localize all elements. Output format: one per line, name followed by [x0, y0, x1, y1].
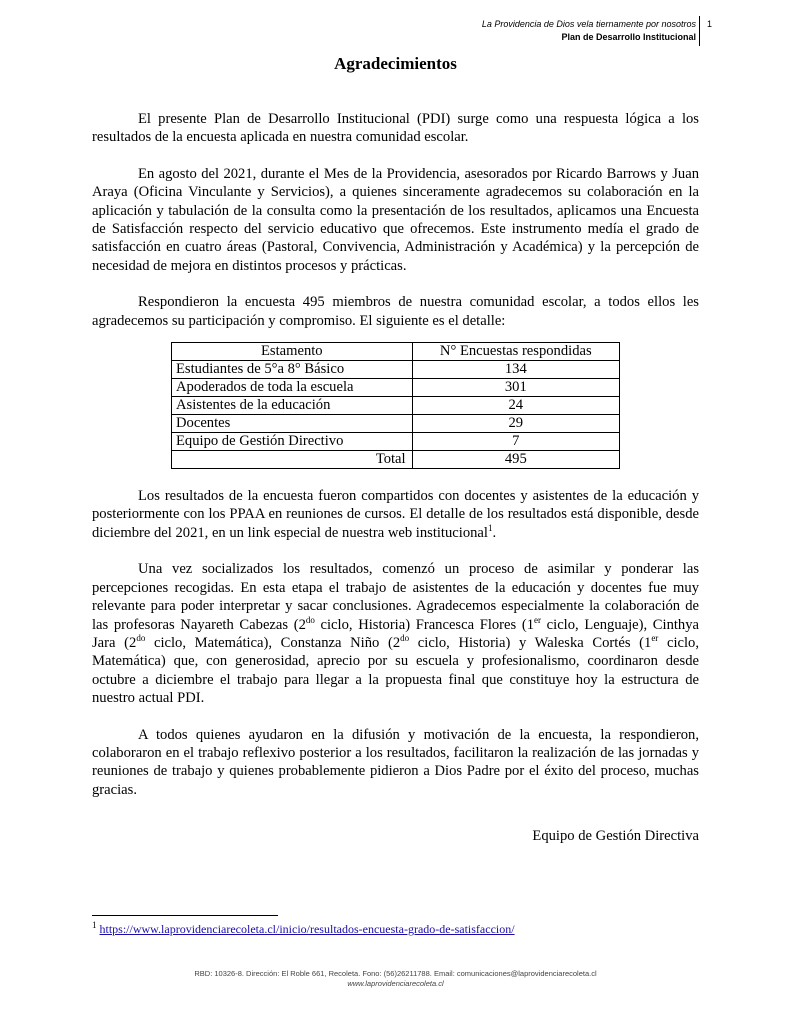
- footnote-link[interactable]: https://www.laprovidenciarecoleta.cl/inicio/resultados-encuesta-grado-de-satisfaccion/: [99, 922, 515, 936]
- row-value: 29: [412, 415, 619, 433]
- footer-contact: RBD: 10326-8. Dirección: El Roble 661, Recoleta. Fono: (56)26211788. Email: comunicaciones@laprovidenciarecoleta.cl: [194, 969, 597, 978]
- paragraph-results-text: Los resultados de la encuesta fueron compartidos con docentes y asistentes de la educación y posteriormente con los PPAA en reuniones de cursos. El detalle de los resultados está disponible, desde diciembre del 2021, en un link especial de nuestra web institucional: [92, 488, 699, 541]
- total-label: Total: [172, 451, 413, 469]
- table-row: [172, 433, 620, 451]
- page-title: Agradecimientos: [334, 54, 457, 73]
- footnote-divider: [92, 915, 278, 916]
- text-segment: ciclo, Matemática), Constanza Niño (2: [145, 634, 401, 651]
- row-label: Asistentes de la educación: [172, 397, 413, 415]
- table-header-row: [172, 343, 620, 361]
- document-body: [92, 110, 699, 846]
- paragraph-thanks: A todos quienes ayudaron en la difusión y motivación de la encuesta, la respondieron, colaboraron en el trabajo reflexivo posterior a los resultados, facilitaron la realización de las jornadas y reuniones de trabajo y quienes probablemente pidieron a Dios Padre por el éxito del proceso, muchas gracias.: [92, 726, 699, 798]
- ordinal-sup: do: [305, 614, 315, 625]
- text-segment: Una vez socializados los resultados, comenzó un proceso de asimilar y ponderar las percepciones recogidas. En esta etapa el trabajo de asistentes de la educación y docentes fue muy relevante para poder interpretar y sacar conclusiones. Agradecemos especialmente la colaboración de las profesoras Nayareth Cabezas (2: [92, 561, 699, 633]
- ordinal-sup: do: [136, 633, 146, 644]
- text-segment: ciclo, Historia) y Waleska Cortés (1: [409, 634, 652, 651]
- page-header: [482, 18, 696, 44]
- page-footer: [0, 969, 791, 989]
- header-motto: La Providencia de Dios vela tiernamente por nosotros: [481, 19, 696, 29]
- paragraph-results-end: .: [492, 524, 497, 541]
- row-label: Estudiantes de 5°a 8° Básico: [172, 361, 413, 379]
- table-row: [172, 397, 620, 415]
- paragraph-intro: El presente Plan de Desarrollo Institucional (PDI) surge como una respuesta lógica a los resultados de la encuesta aplicada en nuestra comunidad escolar.: [92, 111, 699, 146]
- row-label: Docentes: [172, 415, 413, 433]
- row-value: 24: [412, 397, 619, 415]
- text-segment: ciclo, Matemática) que, con generosidad, aprecio por su escuela y profesionalismo, coordinaron desde octubre a diciembre el trabajo para llegar a la propuesta final que constituye hoy la estructura de nuestro actual PDI.: [92, 634, 699, 707]
- ordinal-sup: do: [400, 633, 410, 644]
- paragraph-respondents: Respondieron la encuesta 495 miembros de nuestra comunidad escolar, a todos ellos les agradecemos su participación y compromiso. El siguiente es el detalle:: [92, 294, 699, 329]
- text-segment: ciclo, Lenguaje), Cinthya Jara (2: [92, 616, 699, 651]
- total-value: 495: [412, 451, 619, 469]
- page-number: 1: [707, 19, 713, 29]
- paragraph-results: [92, 487, 699, 542]
- signature: Equipo de Gestión Directiva: [532, 828, 699, 845]
- row-label: Apoderados de toda la escuela: [172, 379, 413, 397]
- text-segment: ciclo, Historia) Francesca Flores (1: [314, 616, 535, 633]
- table-row: [172, 415, 620, 433]
- table-total-row: [172, 451, 620, 469]
- row-value: 7: [412, 433, 619, 451]
- column-header-encuestas: N° Encuestas respondidas: [412, 343, 619, 361]
- footnote-ref[interactable]: 1: [487, 523, 493, 534]
- header-divider: [699, 16, 700, 46]
- footnote: [92, 922, 515, 937]
- header-plan-title: Plan de Desarrollo Institucional: [561, 32, 696, 42]
- row-value: 301: [412, 379, 619, 397]
- table-row: [172, 379, 620, 397]
- ordinal-sup: er: [651, 633, 659, 644]
- row-label: Equipo de Gestión Directivo: [172, 433, 413, 451]
- row-value: 134: [412, 361, 619, 379]
- ordinal-sup: er: [534, 614, 542, 625]
- footer-website: www.laprovidenciarecoleta.cl: [347, 979, 444, 988]
- table-row: [172, 361, 620, 379]
- column-header-estamento: Estamento: [172, 343, 413, 361]
- survey-table: [171, 342, 620, 469]
- paragraph-collaboration: [92, 560, 699, 707]
- paragraph-survey: En agosto del 2021, durante el Mes de la Providencia, asesorados por Ricardo Barrows y Juan Araya (Oficina Vinculante y Servicios), a quienes sinceramente agradecemos su colaboración en la aplicación y tabulación de la consulta como la presentación de los resultados, aplicamos una Encuesta de Satisfacción respecto del servicio educativo que ofrecemos. Este instrumento medía el grado de satisfacción en cuatro áreas (Pastoral, Convivencia, Administración y Académica) y la percepción de necesidad de mejora en distintos procesos y prácticas.: [92, 165, 699, 274]
- footnote-marker: 1: [92, 920, 97, 930]
